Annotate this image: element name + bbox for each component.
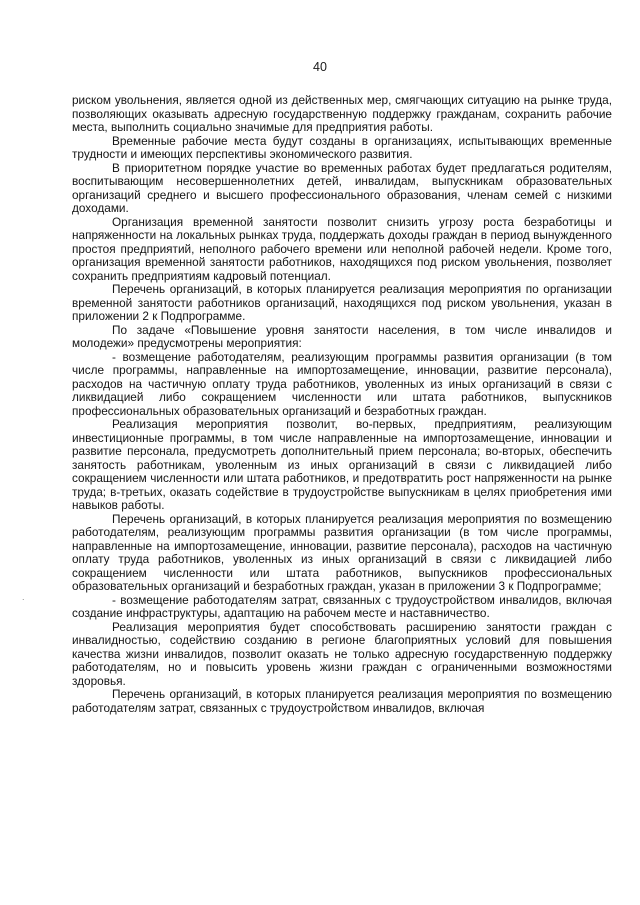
- paragraph: - возмещение работодателям затрат, связанных с трудоустройством инвалидов, включая создание инфраструктуры, адаптацию на рабочем месте и наставничество.: [72, 592, 612, 620]
- paragraph: Реализация мероприятия будет способствовать расширению занятости граждан с инвалидностью, содействию созданию в регионе благоприятных условий для повышения качества жизни инвалидов, позволит оказать не только адресную государственную поддержку работодателям, но и повысить уровень жизни граждан с ограниченными возможностями здоровья.: [72, 619, 612, 688]
- paragraph: - возмещение работодателям, реализующим программы развития организации (в том числе программы, направленные на импортозамещение, инновации, развитие персонала), расходов на частичную оплату труда работников, уволенных из иных организаций в связи с ликвидацией либо сокращением численности или штата работников, выпускников профессиональных образовательных организаций и безработных граждан.: [72, 349, 612, 418]
- paragraph: риском увольнения, является одной из действенных мер, смягчающих ситуацию на рынке труда, позволяющих оказывать адресную государственную поддержку гражданам, сохранить рабочие места, выполнить социально значимые для предприятия работы.: [72, 93, 612, 134]
- paragraph: В приоритетном порядке участие во временных работах будет предлагаться родителям, воспитывающим несовершеннолетних детей, инвалидам, выпускникам образовательных организаций среднего и высшего профессионального образования, членам семей с низкими доходами.: [72, 160, 612, 215]
- document-body: [72, 94, 612, 715]
- paragraph: Перечень организаций, в которых планируется реализация мероприятия по возмещению работодателям затрат, связанных с трудоустройством инвалидов, включая: [72, 687, 612, 715]
- paragraph: Перечень организаций, в которых планируется реализация мероприятия по организации временной занятости работников организаций, находящихся под риском увольнения, указан в приложении 2 к Подпрограмме.: [72, 282, 612, 323]
- paragraph: Организация временной занятости позволит снизить угрозу роста безработицы и напряженности на локальных рынках труда, поддержать доходы граждан в период вынужденного простоя предприятий, неполного рабочего времени или неполной рабочей недели. Кроме того, организация временной занятости работников, находящихся под риском увольнения, позволяет сохранить предприятиям кадровый потенциал.: [72, 214, 612, 283]
- margin-mark: .: [22, 592, 25, 602]
- page-number: 40: [313, 60, 327, 74]
- paragraph: По задаче «Повышение уровня занятости населения, в том числе инвалидов и молодежи» предусмотрены мероприятия:: [72, 322, 612, 350]
- paragraph: Временные рабочие места будут созданы в организациях, испытывающих временные трудности и имеющих перспективы экономического развития.: [72, 133, 612, 161]
- paragraph: Перечень организаций, в которых планируется реализация мероприятия по возмещению работодателям, реализующим программы развития организации (в том числе программы, направленные на импортозамещение, инновации, развитие персонала), расходов на частичную оплату труда работников, уволенных из иных организаций в связи с ликвидацией либо сокращением численности или штата работников, выпускников профессиональных образовательных организаций и безработных граждан, указан в приложении 3 к Подпрограмме;: [72, 511, 612, 593]
- paragraph: Реализация мероприятия позволит, во-первых, предприятиям, реализующим инвестиционные программы, в том числе направленные на импортозамещение, инновации и развитие персонала, предусмотреть дополнительный прием персонала; во-вторых, обеспечить занятость работникам, уволенным из иных организаций в связи с ликвидацией либо сокращением численности или штата работников, и предотвратить рост напряженности на рынке труда; в-третьих, оказать содействие в трудоустройстве выпускникам в целях приобретения ими навыков работы.: [72, 417, 612, 512]
